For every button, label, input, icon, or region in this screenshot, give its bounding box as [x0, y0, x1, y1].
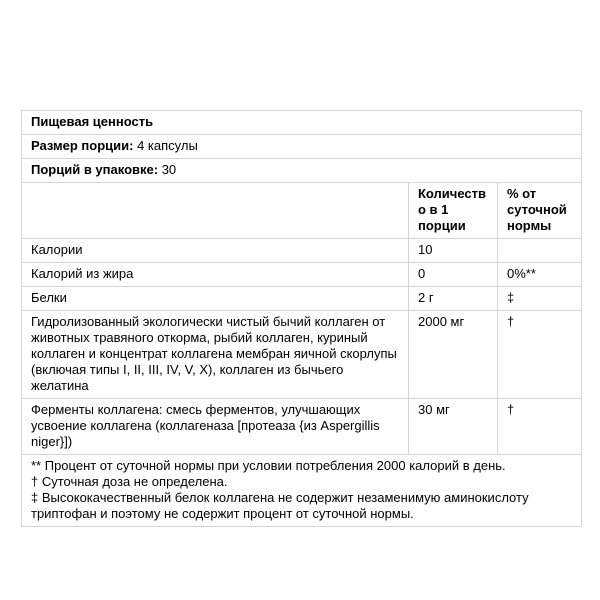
serving-size-label: Размер порции: [31, 138, 134, 153]
nutrient-name: Калории [22, 239, 409, 263]
footnote-daily-dose: † Суточная доза не определена. [31, 474, 228, 489]
nutrient-name: Гидролизованный экологически чистый бычий коллаген от животных травяного откорма, рыбий коллаген, куриный коллаген и концентрат коллагена мембран яичной скорлупы (включая типы I, II, III, IV, V, X), коллаген из бычьего желатина [22, 311, 409, 399]
nutrient-amount: 0 [409, 263, 498, 287]
footnotes-row [22, 455, 582, 527]
table-title: Пищевая ценность [22, 111, 582, 135]
nutrition-facts-panel [21, 110, 581, 527]
nutrient-name: Калорий из жира [22, 263, 409, 287]
nutrient-amount: 30 мг [409, 399, 498, 455]
nutrient-daily-value: 0%** [498, 263, 582, 287]
servings-per-pack-row [22, 159, 582, 183]
footnote-protein: ‡ Высококачественный белок коллагена не содержит незаменимую аминокислоту триптофан и поэтому не содержит процент от суточной нормы. [31, 490, 529, 521]
nutrient-name: Ферменты коллагена: смесь ферментов, улучшающих усвоение коллагена (коллагеназа [протеаза {из Aspergillis niger}]) [22, 399, 409, 455]
nutrient-daily-value: † [498, 311, 582, 399]
serving-size-row [22, 135, 582, 159]
serving-size-cell [22, 135, 582, 159]
nutrient-amount: 2 г [409, 287, 498, 311]
table-row-collagen-enzymes [22, 399, 582, 455]
nutrient-amount: 2000 мг [409, 311, 498, 399]
servings-per-pack-cell [22, 159, 582, 183]
table-row-collagen-blend [22, 311, 582, 399]
servings-per-pack-label: Порций в упаковке: [31, 162, 159, 177]
nutrient-daily-value: † [498, 399, 582, 455]
footnote-daily-value: ** Процент от суточной нормы при условии потребления 2000 калорий в день. [31, 458, 506, 473]
nutrient-amount: 10 [409, 239, 498, 263]
title-row [22, 111, 582, 135]
column-header-daily-value: % от суточной нормы [498, 183, 582, 239]
table-row-calories-from-fat [22, 263, 582, 287]
table-row-calories [22, 239, 582, 263]
serving-size-value: 4 капсулы [137, 138, 198, 153]
table-row-protein [22, 287, 582, 311]
column-header-row [22, 183, 582, 239]
nutrient-daily-value [498, 239, 582, 263]
servings-per-pack-value: 30 [161, 162, 177, 177]
nutrient-daily-value: ‡ [498, 287, 582, 311]
column-header-empty [22, 183, 409, 239]
nutrient-name: Белки [22, 287, 409, 311]
footnotes-cell [22, 455, 582, 527]
column-header-amount: Количество в 1 порции [409, 183, 498, 239]
nutrition-facts-table [21, 110, 582, 527]
